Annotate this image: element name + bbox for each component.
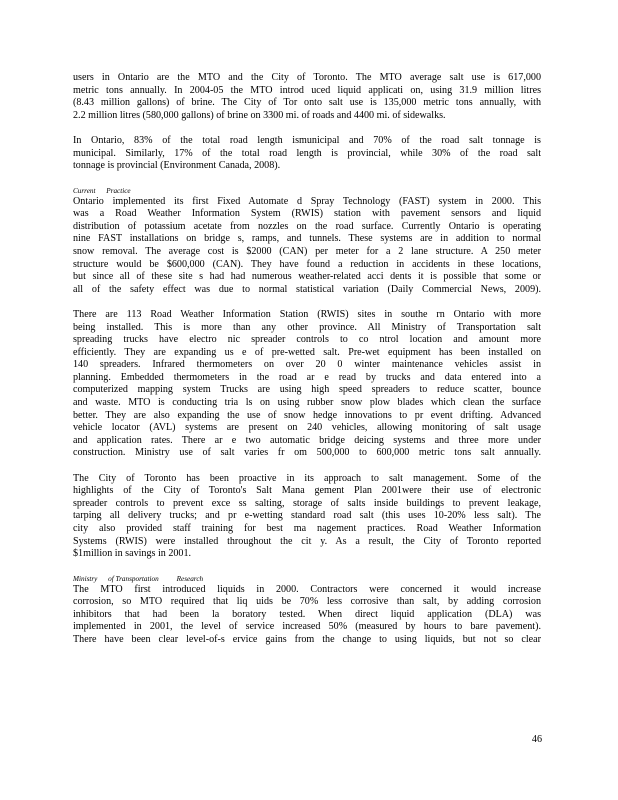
text-line: The MTO first introduced liquids in 2000. Contractors were concerned it would increase (73, 583, 541, 595)
text-line: vehicle locator (AVL) systems are present on 240 vehicles, allowing monitoring of salt usage (73, 422, 541, 434)
paragraph-gap (73, 460, 541, 473)
text-line: tarping all delivery trucks; and pr e-wetting standard road salt (this uses 10-20% less salt). The (73, 510, 541, 522)
text-line: and application rates. There ar e two automatic bridge deicing systems and three more under (73, 434, 541, 446)
text-line: structure would be $600,000 (CAN). They have found a reduction in accidents in these locations, (73, 258, 541, 270)
page-body (73, 72, 541, 646)
text-line: municipal. Similarly, 17% of the total road length is provincial, while 30% of the road salt (73, 147, 541, 159)
text-line: city also provided staff training for best ma nagement practices. Road Weather Information (73, 522, 541, 534)
text-line: (8.43 million gallons) of brine. The City of Tor onto salt use is 135,000 metric tons annually, with (73, 97, 541, 109)
text-line: snow removal. The average cost is $2000 (CAN) per meter for a 2 lane structure. A 250 meter (73, 246, 541, 258)
section-heading-mto-research: Ministry of Transportation Research (73, 574, 204, 583)
text-line: implemented in 2001, the level of service increased 50% (measured by hours to bare pavement). (73, 621, 541, 633)
paragraph-mto-research (73, 584, 541, 647)
text-line: In Ontario, 83% of the total road length ismunicipal and 70% of the road salt tonnage is (73, 135, 541, 147)
text-line: spreader controls to prevent exce ss salting, storage of salts inside buildings to prevent leakage, (73, 497, 541, 509)
text-line: being installed. This is more than any other province. All Ministry of Transportation salt (73, 321, 541, 333)
text-line: nine FAST installations on bridge s, ramps, and tunnels. These systems are in addition to normal (73, 233, 541, 245)
paragraph-ontario-road-length (73, 135, 541, 173)
paragraph-city-of-toronto (73, 473, 541, 561)
text-line: Systems (RWIS) were installed throughout the cit y. As a result, the City of Toronto reported (73, 535, 541, 547)
paragraph-intro (73, 72, 541, 122)
text-line: There have been clear level-of-s ervice gains from the change to using liquids, but not so clear (73, 633, 541, 645)
paragraph-fast-system (73, 196, 541, 296)
text-line: all of the safety effect was due to normal statistical variation (Daily Commercial News, 2009). (73, 283, 541, 295)
text-line: planning. Embedded thermometers in the road ar e read by trucks and data entered into a (73, 371, 541, 383)
text-line: corrosion, so MTO required that liq uids be 70% less corrosive than salt, by adding corrosion (73, 596, 541, 608)
section-heading-current-practice: Current Practice (73, 186, 131, 195)
text-line: Ontario implemented its first Fixed Automate d Spray Technology (FAST) system in 2000. This (73, 195, 541, 207)
text-line: efficiently. They are expanding us e of pre-wetted salt. Pre-wet equipment has been installed on (73, 346, 541, 358)
text-line: There are 113 Road Weather Information Station (RWIS) sites in southe rn Ontario with more (73, 309, 541, 321)
text-line: and waste. MTO is conducting tria ls on using rubber snow plow blades which clean the surface (73, 397, 541, 409)
text-line: construction. Ministry use of salt varies fr om 500,000 to 600,000 metric tons salt annually. (73, 447, 541, 459)
text-line: 2.2 million litres (580,000 gallons) of brine on 3300 mi. of roads and 4400 mi. of sidewalks. (73, 109, 446, 121)
text-line: distribution of potassium acetate from nozzles on the road surface. Currently Ontario is operating (73, 220, 541, 232)
text-line: highlights of the City of Toronto's Salt Mana gement Plan 2001were their use of electronic (73, 485, 541, 497)
text-line: spreading trucks have electro nic spreader controls to co ntrol location and amount more (73, 334, 541, 346)
paragraph-gap (73, 173, 541, 186)
text-line: inhibitors that had been la boratory tested. When direct liquid application (DLA) was (73, 608, 541, 620)
page-number: 46 (531, 734, 542, 745)
text-line: tonnage is provincial (Environment Canada, 2008). (73, 160, 281, 172)
text-line: computerized mapping system Trucks are using high speed spreaders to reduce scatter, bounce (73, 384, 541, 396)
text-line: 140 spreaders. Infrared thermometers on over 20 0 winter maintenance vehicles assist in (73, 359, 541, 371)
text-line: $1million in savings in 2001. (73, 548, 192, 560)
paragraph-gap (73, 122, 541, 135)
text-line: users in Ontario are the MTO and the City of Toronto. The MTO average salt use is 617,000 (73, 72, 541, 83)
text-line: The City of Toronto has been proactive in its approach to salt management. Some of the (73, 472, 541, 484)
text-line: metric tons annually. In 2004-05 the MTO introd uced liquid applicati on, using 31.9 million litres (73, 84, 541, 96)
paragraph-gap (73, 561, 541, 574)
text-line: but since all of these site s had had numerous weather-related acci dents it is possible that some or (73, 271, 541, 283)
text-line: was a Road Weather Information System (RWIS) station with pavement sensors and liquid (73, 208, 541, 220)
paragraph-gap (73, 296, 541, 309)
text-line: better. They are also expanding the use of snow hedge innovations to pr event drifting. Advanced (73, 409, 541, 421)
paragraph-rwis-stations (73, 309, 541, 460)
